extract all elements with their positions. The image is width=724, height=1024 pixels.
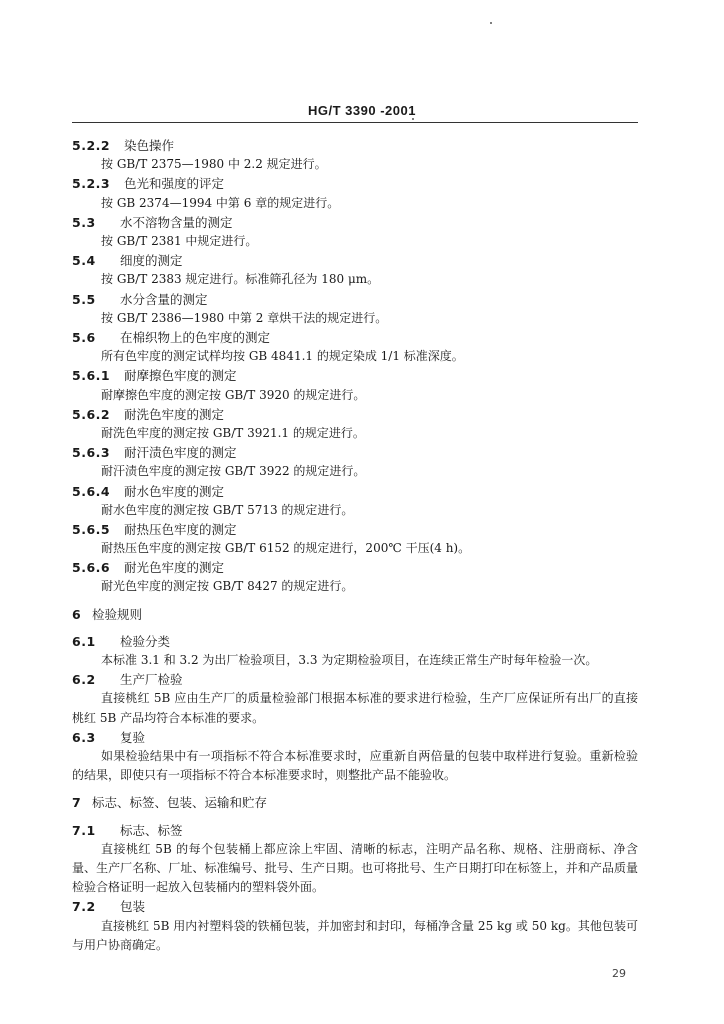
- clause-title: 标志、标签、包装、运输和贮存: [92, 795, 268, 811]
- clause-text: 耐摩擦色牢度的测定按 GB/T 3920 的规定进行。: [101, 387, 366, 402]
- clause-number: 5.2.3: [72, 176, 111, 192]
- clause-number: 5.2.2: [72, 138, 111, 153]
- clause-text: 按 GB/T 2381 中规定进行。: [101, 233, 258, 248]
- clause-heading: [72, 482, 638, 501]
- clause-heading: [72, 328, 638, 347]
- clause-number: 7: [72, 795, 82, 811]
- clause-number: 6.2: [72, 672, 96, 688]
- clause-text: 直接桃红 5B 用内衬塑料袋的铁桶包装，并加密封和封印，每桶净含量 25 kg 或 50 kg。其他包装可与用户协商确定。: [72, 918, 638, 952]
- clause-title: 色光和强度的评定: [124, 176, 225, 192]
- clause-heading: [72, 174, 638, 193]
- clause-number: 6: [72, 606, 82, 622]
- clause-title: 包装: [120, 899, 146, 915]
- clause-heading: [72, 136, 638, 155]
- standard-number-header: HG/T 3390 -2001: [308, 103, 416, 118]
- clause-heading: [72, 520, 638, 539]
- clause-number: 7.2: [72, 899, 96, 915]
- clause-number: 7.1: [72, 822, 96, 838]
- clause-heading: [72, 670, 638, 689]
- clause-heading: [72, 405, 638, 424]
- clause-text: 耐光色牢度的测定按 GB/T 8427 的规定进行。: [101, 579, 354, 594]
- section-gap: [72, 597, 638, 605]
- clause-title: 检验规则: [92, 606, 143, 622]
- clause-title: 水不溶物含量的测定: [120, 214, 233, 230]
- clause-heading: [72, 443, 638, 462]
- clause-title: 细度的测定: [120, 253, 183, 269]
- clause-text: 耐汗渍色牢度的测定按 GB/T 3922 的规定进行。: [101, 464, 366, 479]
- clause-text: 本标准 3.1 和 3.2 为出厂检验项目，3.3 为定期检验项目，在连续正常生产时每年检验一次。: [101, 653, 598, 668]
- clause-title: 耐洗色牢度的测定: [124, 406, 225, 422]
- clause-number: 6.1: [72, 633, 96, 649]
- clause-heading: [72, 897, 638, 916]
- clause-text: 耐洗色牢度的测定按 GB/T 3921.1 的规定进行。: [101, 425, 365, 440]
- clause-number: 5.5: [72, 291, 96, 307]
- section-heading: [72, 605, 638, 624]
- clause-number: 5.6.4: [72, 483, 111, 499]
- page-number: 29: [612, 967, 626, 980]
- clause-heading: [72, 251, 638, 270]
- section-heading: [72, 793, 638, 812]
- clause-text: 直接桃红 5B 的每个包装桶上都应涂上牢固、清晰的标志，注明产品名称、规格、注册商标、净含量、生产厂名称、厂址、标准编号、批号、生产日期。也可将批号、生产日期打印在标签上，并和产品质量检验合格证明一起放入包装桶内的塑料袋外面。: [72, 841, 638, 895]
- section-gap: [72, 624, 638, 632]
- clause-title: 耐摩擦色牢度的测定: [124, 368, 237, 384]
- header-rule: [72, 122, 638, 123]
- clause-title: 标志、标签: [120, 822, 183, 838]
- clause-number: 5.6.6: [72, 560, 111, 576]
- clause-heading: [72, 213, 638, 232]
- document-body: [72, 136, 638, 955]
- clause-heading: [72, 632, 638, 651]
- clause-heading: [72, 366, 638, 385]
- clause-number: 5.4: [72, 253, 96, 269]
- clause-title: 耐水色牢度的测定: [124, 483, 225, 499]
- clause-number: 5.6.3: [72, 445, 111, 461]
- clause-title: 耐光色牢度的测定: [124, 560, 225, 576]
- clause-heading: [72, 821, 638, 840]
- clause-text: 直接桃红 5B 应由生产厂的质量检验部门根据本标准的要求进行检验，生产厂应保证所有出厂的直接桃红 5B 产品均符合本标准的要求。: [72, 691, 638, 725]
- clause-number: 5.6.2: [72, 406, 111, 422]
- clause-title: 复验: [120, 729, 146, 745]
- clause-title: 耐汗渍色牢度的测定: [124, 445, 237, 461]
- section-gap: [72, 813, 638, 821]
- clause-heading: [72, 558, 638, 577]
- section-gap: [72, 785, 638, 793]
- clause-heading: [72, 728, 638, 747]
- clause-text: 如果检验结果中有一项指标不符合本标准要求时，应重新自两倍量的包装中取样进行复验。重新检验的结果，即使只有一项指标不符合本标准要求时，则整批产品不能验收。: [72, 749, 638, 783]
- clause-text: 按 GB/T 2386—1980 中第 2 章烘干法的规定进行。: [101, 310, 388, 325]
- clause-title: 在棉织物上的色牢度的测定: [120, 329, 271, 345]
- clause-title: 生产厂检验: [120, 672, 183, 688]
- clause-title: 染色操作: [124, 138, 175, 153]
- clause-number: 5.6.5: [72, 521, 111, 537]
- clause-title: 水分含量的测定: [120, 291, 208, 307]
- scan-speck: [412, 118, 414, 120]
- clause-text: 耐热压色牢度的测定按 GB/T 6152 的规定进行，200℃ 干压(4 h)。: [101, 541, 471, 556]
- clause-number: 5.6: [72, 329, 96, 345]
- clause-number: 5.6.1: [72, 368, 111, 384]
- clause-text: 按 GB 2374—1994 中第 6 章的规定进行。: [101, 195, 340, 210]
- clause-text: 耐水色牢度的测定按 GB/T 5713 的规定进行。: [101, 502, 354, 517]
- clause-number: 5.3: [72, 214, 96, 230]
- clause-heading: [72, 290, 638, 309]
- clause-number: 6.3: [72, 729, 96, 745]
- clause-text: 所有色牢度的测定试样均按 GB 4841.1 的规定染成 1/1 标准深度。: [101, 349, 464, 364]
- scan-speck: [490, 22, 492, 24]
- clause-title: 耐热压色牢度的测定: [124, 521, 237, 537]
- clause-text: 按 GB/T 2383 规定进行。标准筛孔径为 180 μm。: [101, 272, 380, 287]
- clause-text: 按 GB/T 2375—1980 中 2.2 规定进行。: [101, 157, 327, 172]
- clause-title: 检验分类: [120, 633, 171, 649]
